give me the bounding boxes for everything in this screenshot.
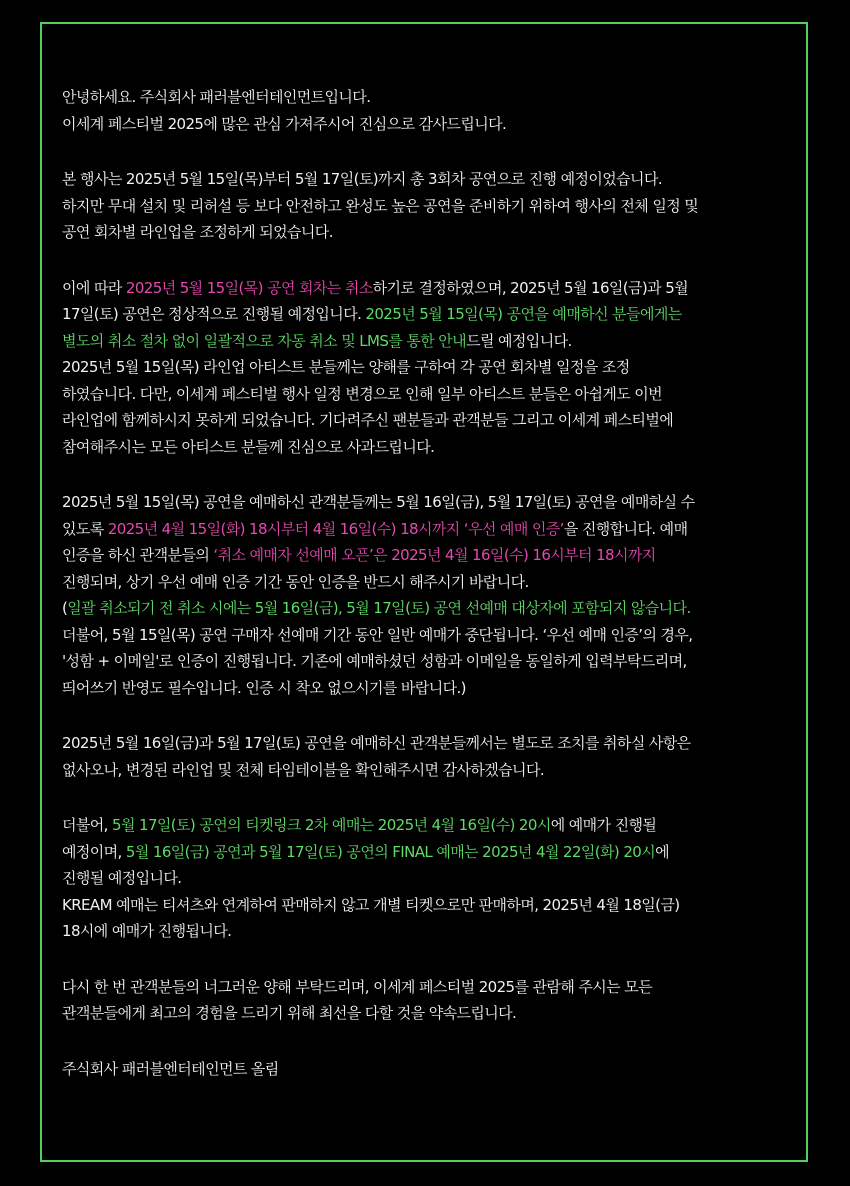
text-line [62, 812, 802, 839]
body-text: '성함 + 이메일'로 인증이 진행됩니다. 기존에 예매하셨던 성함과 이메일을 동일하게 입력부탁드리며, [62, 652, 687, 670]
text-line [62, 354, 802, 381]
text-line [62, 865, 802, 892]
text-line [62, 516, 802, 543]
text-line [62, 974, 802, 1001]
body-text: 다시 한 번 관객분들의 너그러운 양해 부탁드리며, 이세계 페스티벌 2025를 관람해 주시는 모든 [62, 977, 653, 996]
body-text: 드릴 예정입니다. [466, 331, 572, 350]
body-text: 공연 회차별 라인업을 조정하게 되었습니다. [62, 223, 333, 241]
body-text: 18시에 예매가 진행됩니다. [62, 922, 232, 940]
notice-paragraph [62, 275, 802, 461]
body-text: 인증을 하신 관객분들의 [62, 546, 214, 564]
notice-paragraph [62, 489, 802, 701]
text-line [62, 381, 802, 408]
body-text: 을 진행합니다. 예매 [563, 519, 688, 538]
highlighted-text: ‘취소 예매자 선예매 오픈’은 2025년 4월 16일(수) 16시부터 18시까지 [213, 546, 656, 564]
body-text: 이에 따라 [62, 278, 126, 297]
highlighted-text: 별도의 취소 절차 없이 일괄적으로 자동 취소 및 LMS를 통한 안내 [62, 331, 467, 350]
body-text: 띄어쓰기 반영도 필수입니다. 인증 시 착오 없으시기를 바랍니다.) [62, 678, 466, 697]
body-text: 하지만 무대 설치 및 리허설 등 보다 안전하고 완성도 높은 공연을 준비하기 위하여 행사의 전체 일정 및 [62, 196, 699, 215]
text-line [62, 569, 802, 596]
body-text: 에 예매가 진행될 [550, 816, 657, 834]
text-line [62, 730, 802, 757]
text-line [62, 275, 802, 302]
body-text: 하기로 결정하였으며, 2025년 5월 16일(금)과 5월 [372, 278, 689, 297]
text-line [62, 918, 802, 945]
body-text: 더불어, [62, 816, 113, 834]
body-text: 2025년 5월 15일(목) 라인업 아티스트 분들께는 양해를 구하여 각 공연 회차별 일정을 조정 [62, 358, 630, 376]
text-line [62, 595, 802, 622]
text-line [62, 757, 802, 784]
text-line [62, 301, 802, 328]
notice-paragraph [62, 812, 802, 945]
body-text: 17일(토) 공연은 정상적으로 진행될 예정입니다. [62, 305, 366, 323]
text-line [62, 111, 802, 138]
notice-paragraph [62, 974, 802, 1027]
body-text: ( [62, 599, 68, 617]
text-line [62, 489, 802, 516]
text-line [62, 622, 802, 649]
highlighted-text: 5월 17일(토) 공연의 티켓링크 2차 예매는 2025년 4월 16일(수) 20시 [112, 816, 551, 834]
text-line [62, 892, 802, 919]
text-line [62, 193, 802, 220]
highlighted-text: 일괄 취소되기 전 취소 시에는 5월 16일(금), 5월 17일(토) 공연 선예매 대상자에 포함되지 않습니다. [67, 599, 691, 617]
body-text: 없사오나, 변경된 라인업 및 전체 타임테이블을 확인해주시면 감사하겠습니다. [62, 760, 544, 779]
notice-paragraph [62, 166, 802, 246]
body-text: KREAM 예매는 티셔츠와 연계하여 판매하지 않고 개별 티켓으로만 판매하며, 2025년 4월 18일(금) [62, 895, 680, 914]
body-text: 더불어, 5월 15일(목) 공연 구매자 선예매 기간 동안 일반 예매가 중단됩니다. ‘우선 예매 인증’의 경우, [62, 625, 693, 644]
text-line [62, 675, 802, 702]
body-text: 있도록 [62, 519, 108, 538]
body-text: 진행될 예정입니다. [62, 869, 182, 887]
body-text: 2025년 5월 15일(목) 공연을 예매하신 관객분들께는 5월 16일(금), 5월 17일(토) 공연을 예매하실 수 [62, 493, 695, 511]
body-text: 관객분들에게 최고의 경험을 드리기 위해 최선을 다할 것을 약속드립니다. [62, 1004, 517, 1022]
text-line [62, 166, 802, 193]
notice-paragraph [62, 1056, 802, 1083]
text-line [62, 84, 802, 111]
notice-body [62, 84, 802, 1111]
body-text: 하였습니다. 다만, 이세계 페스티벌 행사 일정 변경으로 인해 일부 아티스트 분들은 아쉽게도 이번 [62, 384, 663, 403]
body-text: 주식회사 패러블엔터테인먼트 올림 [62, 1059, 279, 1078]
text-line [62, 542, 802, 569]
text-line [62, 1000, 802, 1027]
text-line [62, 434, 802, 461]
body-text: 2025년 5월 16일(금)과 5월 17일(토) 공연을 예매하신 관객분들께서는 별도로 조치를 취하실 사항은 [62, 734, 691, 752]
text-line [62, 219, 802, 246]
text-line [62, 648, 802, 675]
text-line [62, 1056, 802, 1083]
body-text: 라인업에 함께하시지 못하게 되었습니다. 기다려주신 팬분들과 관객분들 그리고 이세계 페스티벌에 [62, 411, 674, 429]
body-text: 이세계 페스티벌 2025에 많은 관심 가져주시어 진심으로 감사드립니다. [62, 114, 507, 133]
text-line [62, 407, 802, 434]
notice-paragraph [62, 730, 802, 783]
body-text: 안녕하세요. 주식회사 패러블엔터테인먼트입니다. [62, 88, 371, 106]
body-text: 본 행사는 2025년 5월 15일(목)부터 5월 17일(토)까지 총 3회차 공연으로 진행 예정이었습니다. [62, 170, 662, 188]
notice-paragraph [62, 84, 802, 137]
text-line [62, 839, 802, 866]
highlighted-text: 2025년 4월 15일(화) 18시부터 4월 16일(수) 18시까지 ‘우선 예매 인증’ [107, 519, 564, 538]
text-line [62, 328, 802, 355]
highlighted-text: 2025년 5월 15일(목) 공연을 예매하신 분들에게는 [365, 305, 682, 323]
body-text: 예정이며, [62, 842, 126, 861]
body-text: 참여해주시는 모든 아티스트 분들께 진심으로 사과드립니다. [62, 437, 435, 456]
highlighted-text: 2025년 5월 15일(목) 공연 회차는 취소 [125, 278, 373, 297]
body-text: 진행되며, 상기 우선 예매 인증 기간 동안 인증을 반드시 해주시기 바랍니다. [62, 572, 529, 591]
body-text: 에 [655, 842, 670, 861]
highlighted-text: 5월 16일(금) 공연과 5월 17일(토) 공연의 FINAL 예매는 2025년 4월 22일(화) 20시 [125, 842, 656, 861]
